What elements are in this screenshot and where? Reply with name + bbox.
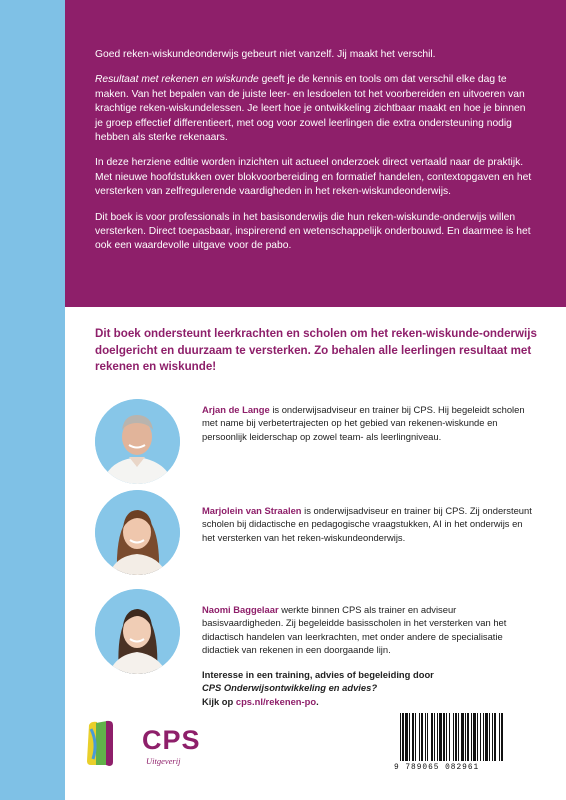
barcode-bar (499, 713, 500, 761)
barcode-bar (489, 713, 490, 761)
barcode-bar (480, 713, 481, 761)
barcode-bar (421, 713, 423, 761)
publisher-imprint: Uitgeverij (146, 756, 181, 766)
barcode-bar (405, 713, 408, 761)
description-paragraph-4: Dit boek is voor professionals in het basisonderwijs die hun reken-wiskunde-onderwijs willen versterken. Direct toepasbaar, inspirerend en wetenschappelijk onderbouwd. En daarmee is het ook een waardevolle uitgave voor de pabo. (95, 211, 531, 252)
barcode-bar (458, 713, 459, 761)
barcode-bar (449, 713, 450, 761)
website-link[interactable]: cps.nl/rekenen-po (235, 695, 317, 707)
barcode-bar (453, 713, 454, 761)
barcode-bar (473, 713, 476, 761)
publisher-logo (80, 719, 200, 769)
barcode-bar (443, 713, 445, 761)
barcode-bar (467, 713, 469, 761)
barcode-bar (425, 713, 426, 761)
author-photo-icon (95, 490, 180, 575)
contact-info: Interesse in een training, advies of begeleiding door CPS Onderwijsontwikkeling en advies? Kijk op cps.nl/rekenen-po. (202, 669, 434, 707)
author-name: Naomi Baggelaar (202, 604, 279, 615)
barcode-bar (419, 713, 420, 761)
author-photo-icon (95, 399, 180, 484)
barcode-bar (412, 713, 414, 761)
author-bio: Arjan de Lange is onderwijsadviseur en trainer bij CPS. Hij begeleidt scholen met name bij verbetertrajecten op het gebied van rekenen-wiskunde en persoonlijk leiderschap op zowel team- als leerlingniveau. (202, 404, 525, 442)
authors-panel (65, 307, 566, 800)
barcode-bar (437, 713, 438, 761)
description-paragraph-3: In deze herziene editie worden inzichten uit actueel onderzoek direct vertaald naar de praktijk. Met nieuwe hoofdstukken over blokvoorbereiding en formatief handelen, contextopgaven en het versterken van zelfregulerende vaardigheden in het reken-wiskundeonderwijs. (95, 157, 532, 198)
barcode-bar (485, 713, 488, 761)
barcode-bar (400, 713, 401, 761)
barcode-bar (501, 713, 503, 761)
description-paragraph-1: Goed reken-wiskundeonderwijs gebeurt niet vanzelf. Jij maakt het verschil. (95, 49, 436, 60)
isbn-barcode (394, 711, 550, 777)
barcode-bar (477, 713, 478, 761)
barcode-bar (431, 713, 433, 761)
author-name: Marjolein van Straalen (202, 505, 302, 516)
barcode-bar (427, 713, 428, 761)
author-photo-icon (95, 589, 180, 674)
isbn-number: 9 789065 082961 (394, 764, 480, 772)
barcode-icon (394, 711, 550, 763)
description-panel (65, 0, 566, 307)
barcode-bar (402, 713, 404, 761)
barcode-bar (409, 713, 410, 761)
description-text (95, 48, 535, 265)
barcode-bar (461, 713, 464, 761)
description-paragraph-2: Resultaat met rekenen en wiskunde geeft je de kennis en tools om dat verschil elke dag te maken. Van het bepalen van de juiste leer- en lesdoelen tot het voorbereiden en uitvoeren van krachtige reken-wiskundelessen. Je leert hoe je ontwikkeling zichtbaar maakt en hoe je binnen je groep effectief differentieert, met oog voor zowel leerlingen die extra ondersteuning nodig hebben als sterke rekenaars. (95, 74, 526, 144)
cps-logo-mark-icon (85, 719, 115, 767)
publisher-name: CPS (142, 725, 201, 755)
barcode-bar (494, 713, 496, 761)
barcode-bar (492, 713, 493, 761)
lead-statement: Dit boek ondersteunt leerkrachten en scholen om het reken-wiskunde-onderwijs doelgericht en duurzaam te versterken. Zo behalen alle leerlingen resultaat met rekenen en wiskunde! (95, 327, 537, 373)
barcode-bar (471, 713, 472, 761)
barcode-bar (415, 713, 416, 761)
author-bio: Naomi Baggelaar werkte binnen CPS als trainer en adviseur basisvaardigheden. Zij begeleidde basisscholen in het versterken van het didactisch handelen van leerkrachten, met onder andere de specialisatie didactiek van rekenen in een doorgaande lijn. (202, 604, 507, 656)
barcode-bar (465, 713, 466, 761)
barcode-bar (446, 713, 447, 761)
barcode-bar (455, 713, 457, 761)
author-bio: Marjolein van Straalen is onderwijsadviseur en trainer bij CPS. Zij ondersteunt scholen bij didactische en pedagogische vraagstukken, AI in het onderwijs en het versterken van het reken-wiskundeonderwijs. (202, 505, 532, 543)
barcode-bar (434, 713, 435, 761)
author-name: Arjan de Lange (202, 404, 270, 415)
barcode-bar (439, 713, 442, 761)
book-title-italic: Resultaat met rekenen en wiskunde (95, 74, 259, 86)
barcode-bar (483, 713, 484, 761)
